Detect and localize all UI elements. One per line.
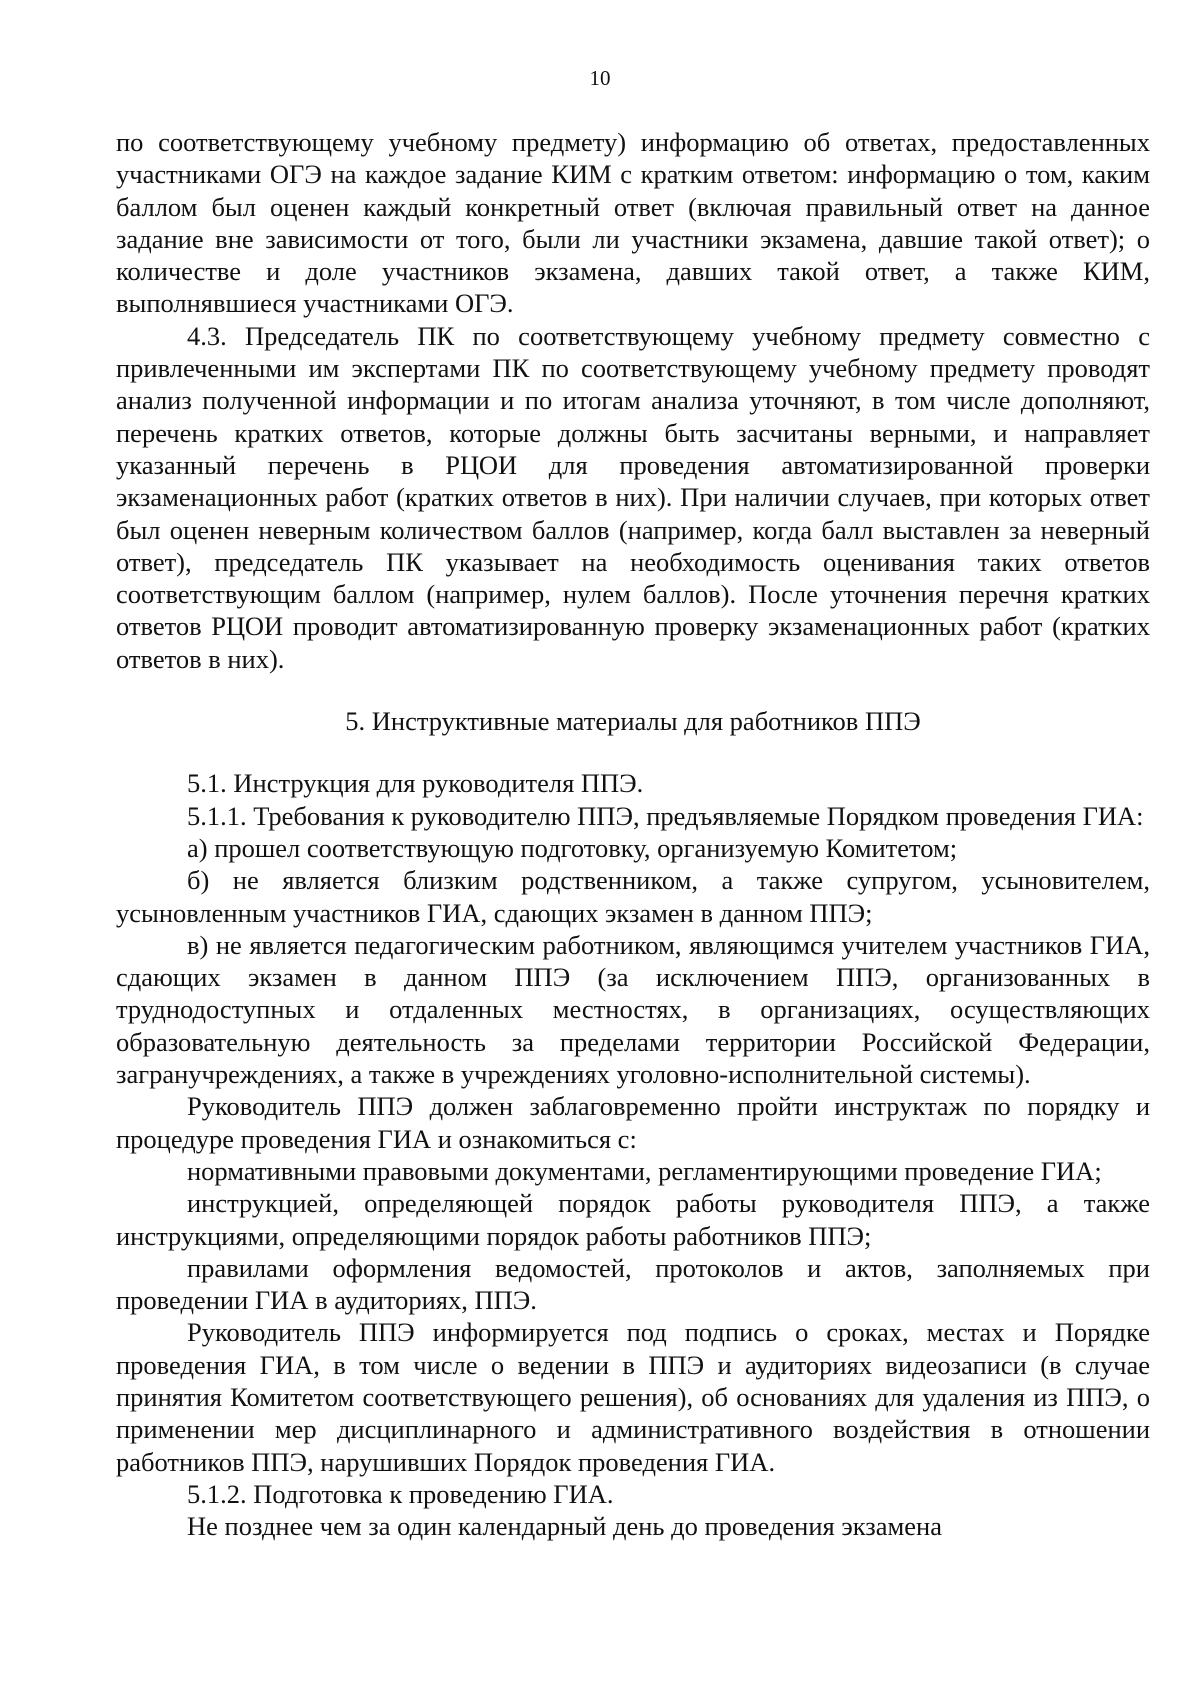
- paragraph-continuation: по соответствующему учебному предмету) информацию об ответах, предоставленных участниками ОГЭ на каждое задание КИМ с кратким ответом: информацию о том, каким баллом был оценен каждый конкретный ответ (включая правильный ответ на данное задание вне зависимости от того, были ли участники экзамена, давшие такой ответ); о количестве и доле участников экзамена, давших такой ответ, а также КИМ, выполнявшиеся участниками ОГЭ.: [116, 127, 1150, 319]
- paragraph-4-3: 4.3. Председатель ПК по соответствующему учебному предмету совместно с привлеченными им экспертами ПК по соответствующему учебному предмету проводят анализ полученной информации и по итогам анализа уточняют, в том числе дополняют, перечень кратких ответов, которые должны быть засчитаны верными, и направляет указанный перечень в РЦОИ для проведения автоматизированной проверки экзаменационных работ (кратких ответов в них). При наличии случаев, при которых ответ был оценен неверным количеством баллов (например, когда балл выставлен за неверный ответ), председатель ПК указывает на необходимость оценивания таких ответов соответствующим баллом (например, нулем баллов). После уточнения перечня кратких ответов РЦОИ проводит автоматизированную проверку экзаменационных работ (кратких ответов в них).: [116, 320, 1150, 674]
- list-item-normative-documents: нормативными правовыми документами, регламентирующими проведение ГИА;: [187, 1155, 1102, 1186]
- paragraph-informed: Руководитель ППЭ информируется под подпись о сроках, местах и Порядке проведения ГИА, в том числе о ведении в ППЭ и аудиториях видеозаписи (в случае принятия Комитетом соответствующего решения), об основаниях для удаления из ППЭ, о применении мер дисциплинарного и административного воздействия в отношении работников ППЭ, нарушивших Порядок проведения ГИА.: [116, 1317, 1150, 1477]
- page-number: 10: [589, 66, 611, 90]
- paragraph-deadline: Не позднее чем за один календарный день до проведения экзамена: [187, 1511, 942, 1542]
- paragraph-5-1: 5.1. Инструкция для руководителя ППЭ.: [187, 768, 644, 799]
- list-item-instructions: инструкцией, определяющей порядок работы руководителя ППЭ, а также инструкциями, определяющими порядок работы работников ППЭ;: [116, 1188, 1150, 1251]
- list-item-v: в) не является педагогическим работником, являющимся учителем участников ГИА, сдающих экзамен в данном ППЭ (за исключением ППЭ, организованных в труднодоступных и отдаленных местностях, в организациях, осуществляющих образовательную деятельность за пределами территории Российской Федерации, загранучреждениях, а также в учреждениях уголовно-исполнительной системы).: [116, 929, 1150, 1090]
- list-item-rules: правилами оформления ведомостей, протоколов и актов, заполняемых при проведении ГИА в аудиториях, ППЭ.: [116, 1252, 1150, 1316]
- list-item-a: а) прошел соответствующую подготовку, организуемую Комитетом;: [187, 832, 958, 863]
- paragraph-briefing: Руководитель ППЭ должен заблаговременно пройти инструктаж по порядку и процедуре проведения ГИА и ознакомиться с:: [116, 1091, 1150, 1154]
- paragraph-5-1-2: 5.1.2. Подготовка к проведению ГИА.: [187, 1478, 614, 1509]
- list-item-b: б) не является близким родственником, а также супругом, усыновителем, усыновленным участников ГИА, сдающих экзамен в данном ППЭ;: [116, 865, 1150, 928]
- paragraph-5-1-1: 5.1.1. Требования к руководителю ППЭ, предъявляемые Порядком проведения ГИА:: [187, 800, 1144, 831]
- section-heading: 5. Инструктивные материалы для работников ППЭ: [345, 706, 921, 737]
- document-body: [116, 126, 1150, 1542]
